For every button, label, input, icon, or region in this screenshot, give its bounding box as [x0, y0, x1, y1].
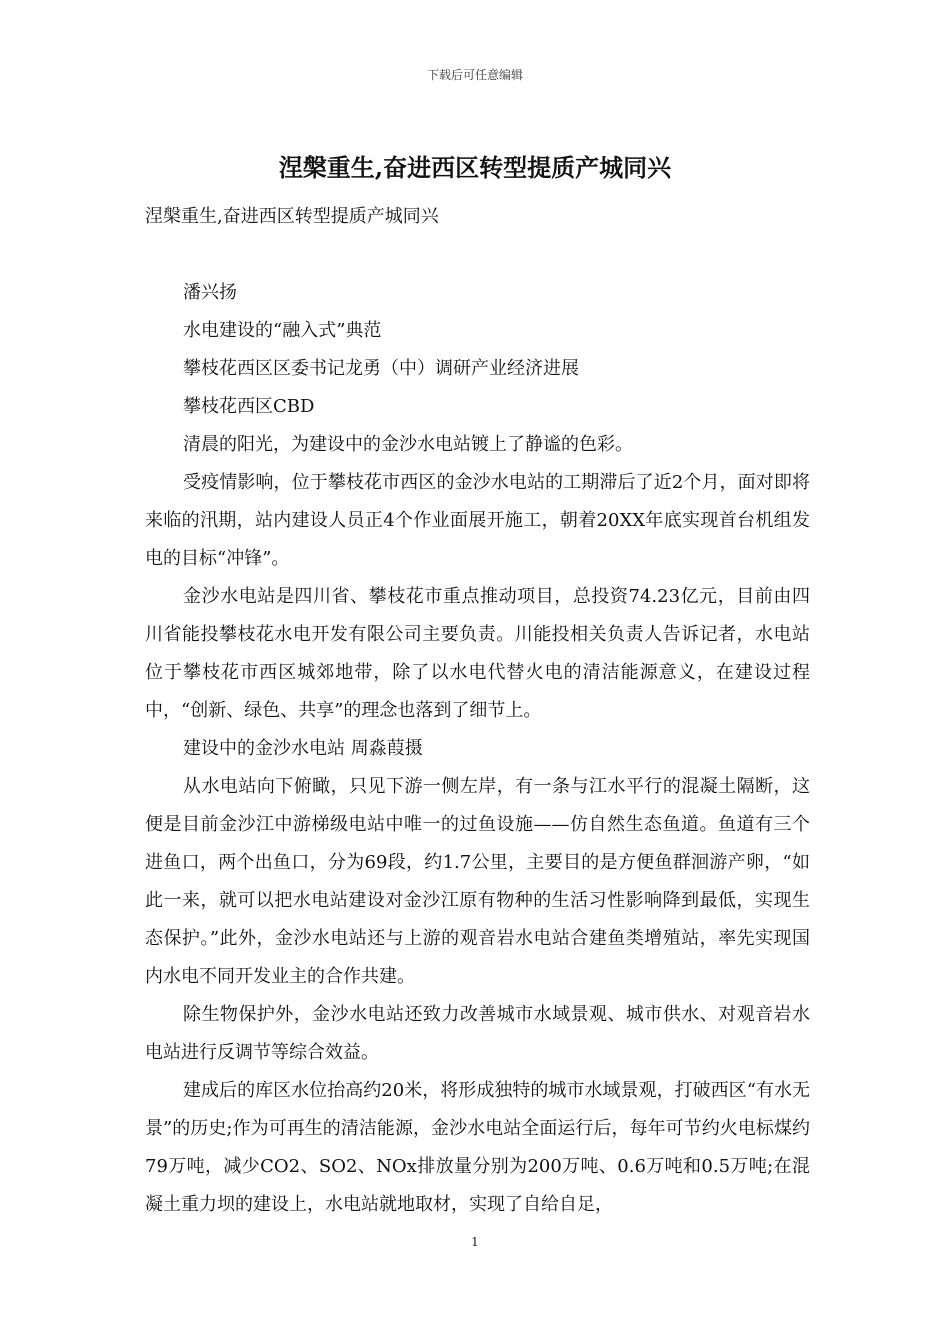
- page-header: 下载后可任意编辑: [426, 68, 523, 82]
- body-paragraph: 受疫情影响，位于攀枝花市西区的金沙水电站的工期滞后了近2个月，面对即将来临的汛期，站内建设人员正4个作业面展开施工，朝着20XX年底实现首台机组发电的目标“冲锋”。: [145, 472, 810, 569]
- body-paragraph: 除生物保护外，金沙水电站还致力改善城市水域景观、城市供水、对观音岩水电站进行反调节等综合效益。: [145, 1004, 810, 1063]
- photo-caption: 建设中的金沙水电站 周淼葭摄: [183, 738, 423, 759]
- section-heading: 水电建设的“融入式”典范: [183, 320, 382, 341]
- body-paragraph: 从水电站向下俯瞰，只见下游一侧左岸，有一条与江水平行的混凝土隔断，这便是目前金沙江中游梯级电站中唯一的过鱼设施——仿自然生态鱼道。鱼道有三个进鱼口，两个出鱼口，分为69段，约1.7公里，主要目的是方便鱼群洄游产卵，“如此一来，就可以把水电站建设对金沙江原有物种的生活习性影响降到最低，实现生态保护。”此外，金沙水电站还与上游的观音岩水电站合建鱼类增殖站，率先实现国内水电不同开发业主的合作共建。: [145, 776, 810, 987]
- page-number: 1: [471, 1235, 479, 1249]
- body-paragraph: 金沙水电站是四川省、攀枝花市重点推动项目，总投资74.23亿元，目前由四川省能投攀枝花水电开发有限公司主要负责。川能投相关负责人告诉记者，水电站位于攀枝花市西区城郊地带，除了以水电代替火电的清洁能源意义，在建设过程中，“创新、绿色、共享”的理念也落到了细节上。: [145, 586, 810, 721]
- document-title: 涅槃重生,奋进西区转型提质产城同兴: [278, 153, 672, 182]
- body-paragraph: 清晨的阳光，为建设中的金沙水电站镀上了静谧的色彩。: [183, 434, 633, 455]
- photo-caption: 攀枝花西区CBD: [183, 396, 315, 417]
- author-line: 潘兴扬: [183, 282, 237, 303]
- photo-caption: 攀枝花西区区委书记龙勇（中）调研产业经济进展: [183, 358, 579, 379]
- document-subtitle: 涅槃重生,奋进西区转型提质产城同兴: [145, 206, 439, 227]
- body-paragraph: 建成后的库区水位抬高约20米，将形成独特的城市水域景观，打破西区“有水无景”的历史;作为可再生的清洁能源，金沙水电站全面运行后，每年可节约火电标煤约79万吨，减少CO2、SO2、NOx排放量分别为200万吨、0.6万吨和0.5万吨;在混凝土重力坝的建设上，水电站就地取材，实现了自给自足，: [145, 1080, 810, 1215]
- blank-line: [145, 236, 810, 274]
- document-body: [145, 198, 810, 1224]
